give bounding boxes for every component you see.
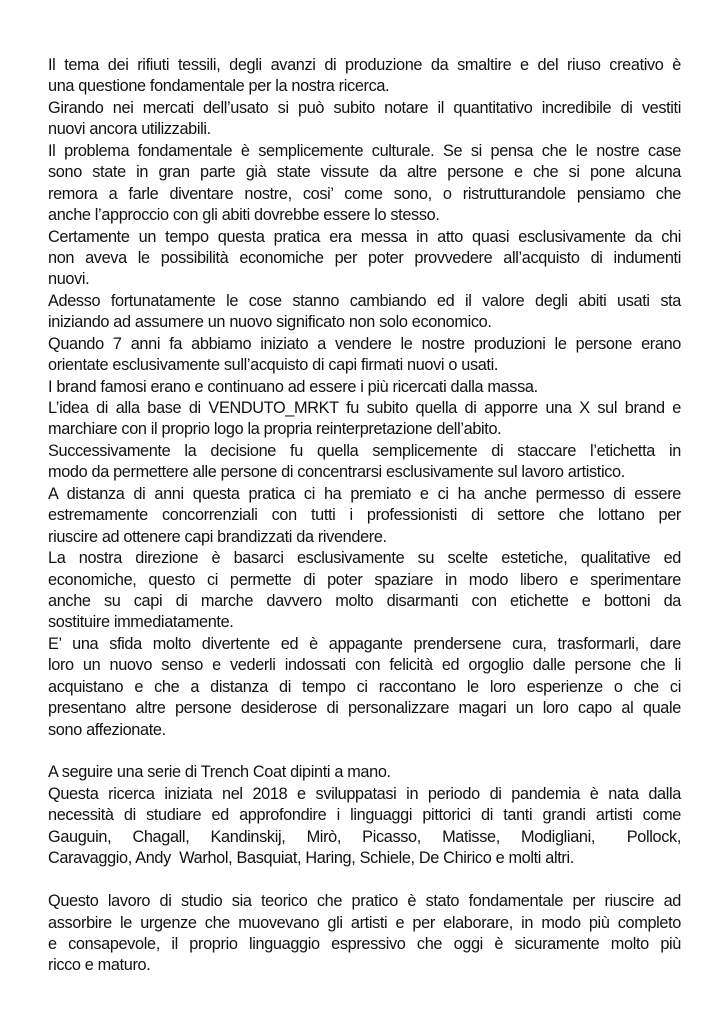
text-line: non aveva le possibilità economiche per poter provvedere all’acquisto di indumenti — [48, 248, 681, 267]
text-line: Successivamente la decisione fu quella semplicemente di staccare l’etichetta in — [48, 441, 681, 460]
text-line: A seguire una serie di Trench Coat dipinti a mano. — [48, 763, 391, 782]
text-line: economiche, questo ci permette di poter spaziare in modo libero e sperimentare — [48, 570, 681, 589]
text-line: necessità di studiare ed approfondire i linguaggi pittorici di tanti grandi artisti come — [48, 806, 681, 825]
text-line: orientate esclusivamente sull’acquisto di capi firmati nuovi o usati. — [48, 356, 499, 375]
text-line: marchiare con il proprio logo la propria reinterpretazione dell’abito. — [48, 420, 502, 439]
paragraph-gap — [48, 870, 681, 891]
text-line: Caravaggio, Andy Warhol, Basquiat, Haring, Schiele, De Chirico e molti altri. — [48, 849, 574, 868]
text-line: assorbire le urgenze che muovevano gli artisti e per elaborare, in modo più completo — [48, 913, 681, 932]
text-line: nuovi ancora utilizzabili. — [48, 120, 211, 139]
text-line: Questo lavoro di studio sia teorico che pratico è stato fondamentale per riuscire ad — [48, 892, 681, 911]
text-line: L’idea di alla base di VENDUTO_MRKT fu subito quella di apporre una X sul brand e — [48, 399, 681, 417]
text-line: modo da permettere alle persone di concentrarsi esclusivamente sul lavoro artistico. — [48, 463, 625, 482]
text-line: sostituire immediatamente. — [48, 613, 234, 632]
text-line: sono state in gran parte già state vissute da altre persone e che si pone alcuna — [48, 163, 681, 182]
text-line: Il tema dei rifiuti tessili, degli avanzi di produzione da smaltire e del riuso creativo è — [48, 56, 681, 74]
text-line: presentano altre persone desiderose di personalizzare magari un loro capo al quale — [48, 699, 681, 718]
text-line: Quando 7 anni fa abbiamo iniziato a vendere le nostre produzioni le persone erano — [48, 334, 681, 353]
text-line: sono affezionate. — [48, 720, 166, 739]
text-line: I brand famosi erano e continuano ad essere i più ricercati dalla massa. — [48, 377, 538, 396]
text-line: iniziando ad assumere un nuovo significato non solo economico. — [48, 313, 492, 332]
text-line: Questa ricerca iniziata nel 2018 e sviluppatasi in periodo di pandemia è nata dalla — [48, 784, 681, 803]
text-line: estremamente concorrenziali con tutti i professionisti di settore che lottano per — [48, 506, 681, 525]
text-line: anche l’approccio con gli abiti dovrebbe essere lo stesso. — [48, 206, 440, 225]
text-line: A distanza di anni questa pratica ci ha premiato e ci ha anche permesso di essere — [48, 484, 681, 503]
text-line: Adesso fortunatamente le cose stanno cambiando ed il valore degli abiti usati sta — [48, 291, 681, 310]
text-line: Gauguin, Chagall, Kandinskij, Mirò, Picasso, Matisse, Modigliani, Pollock, — [48, 827, 681, 846]
text-line: Il problema fondamentale è semplicemente culturale. Se si pensa che le nostre case — [48, 141, 681, 160]
text-line: E’ una sfida molto divertente ed è appagante prendersene cura, trasformarli, dare — [48, 634, 681, 653]
text-line: acquistano e che a distanza di tempo ci raccontano le loro esperienze o che ci — [48, 677, 681, 696]
text-line: riuscire ad ottenere capi brandizzati da rivendere. — [48, 527, 387, 546]
text-line: ricco e maturo. — [48, 956, 151, 975]
paragraph-gap — [48, 741, 681, 762]
document-page — [48, 55, 681, 977]
text-line: remora a farle diventare nostre, cosi’ come sono, o ristrutturandole pensiamo che — [48, 184, 681, 203]
text-line: Girando nei mercati dell’usato si può subito notare il quantitativo incredibile di vestiti — [48, 98, 681, 117]
text-line: anche su capi di marche davvero molto disarmanti con etichette e bottoni da — [48, 591, 681, 610]
text-line: e consapevole, il proprio linguaggio espressivo che oggi è sicuramente molto più — [48, 934, 681, 953]
text-line: Certamente un tempo questa pratica era messa in atto quasi esclusivamente da chi — [48, 227, 681, 246]
text-line: La nostra direzione è basarci esclusivamente su scelte estetiche, qualitative ed — [48, 549, 681, 568]
text-line: nuovi. — [48, 270, 90, 289]
text-line: loro un nuovo senso e vederli indossati con felicità ed orgoglio dalle persone che li — [48, 656, 681, 675]
text-line: una questione fondamentale per la nostra ricerca. — [48, 77, 390, 96]
